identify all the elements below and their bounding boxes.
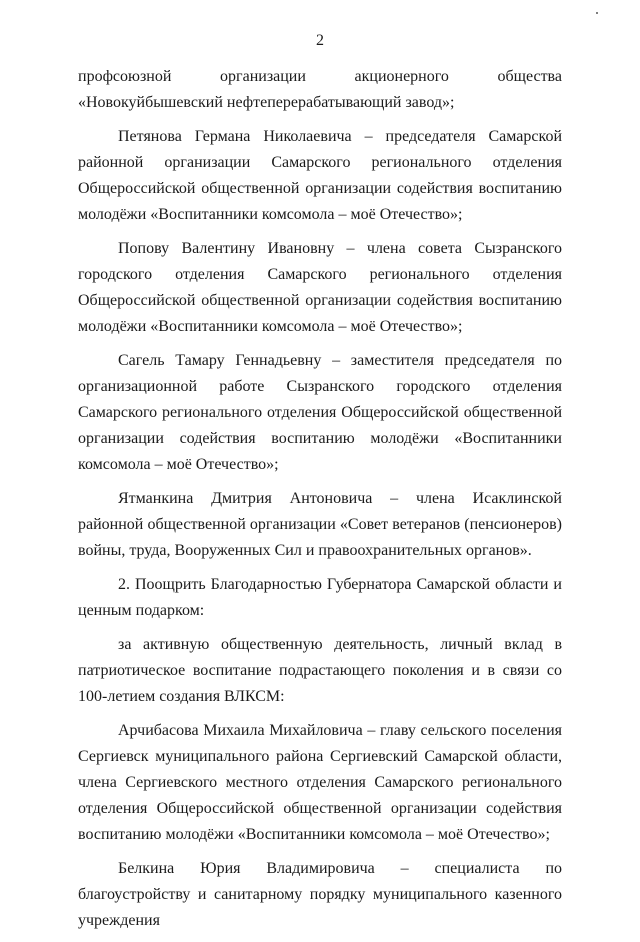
paragraph-reason: за активную общественную деятельность, личный вклад в патриотическое воспитание подрастающего поколения и в связи со 100-летием создания ВЛКСМ:: [78, 636, 562, 705]
paragraph-popova: Попову Валентину Ивановну – члена совета Сызранского городского отделения Самарского регионального отделения Общероссийской общественной организации содействия воспитанию молодёжи «Воспитанники комсомола – моё Отечество»;: [78, 240, 562, 335]
paragraph-continuation: профсоюзной организации акционерного общества «Новокуйбышевский нефтеперерабатывающий завод»;: [78, 68, 562, 111]
paragraph-belkin: Белкина Юрия Владимировича – специалиста по благоустройству и санитарному порядку муниципального казенного учреждения: [78, 860, 562, 929]
document-body: [78, 64, 562, 942]
paragraph-sagel: Сагель Тамару Геннадьевну – заместителя председателя по организационной работе Сызранского городского отделения Самарского регионального отделения Общероссийской общественной организации содействия воспитанию молодёжи «Воспитанники комсомола – моё Отечество»;: [78, 352, 562, 473]
paragraph-yatmankin: Ятманкина Дмитрия Антоновича – члена Исаклинской районной общественной организации «Совет ветеранов (пенсионеров) войны, труда, Вооруженных Сил и правоохранительных органов».: [78, 490, 562, 559]
paragraph-item-2: 2. Поощрить Благодарностью Губернатора Самарской области и ценным подарком:: [78, 576, 562, 619]
paragraph-archibasov: Арчибасова Михаила Михайловича – главу сельского поселения Сергиевск муниципального района Сергиевский Самарской области, члена Сергиевского местного отделения Самарского регионального отделения Общероссийской общественной организации содействия воспитанию молодёжи «Воспитанники комсомола – моё Отечество»;: [78, 722, 562, 843]
page-number: 2: [316, 32, 324, 49]
scan-speck: [596, 12, 598, 14]
paragraph-petyanov: Петянова Германа Николаевича – председателя Самарской районной организации Самарского регионального отделения Общероссийской общественной организации содействия воспитанию молодёжи «Воспитанники комсомола – моё Отечество»;: [78, 128, 562, 223]
